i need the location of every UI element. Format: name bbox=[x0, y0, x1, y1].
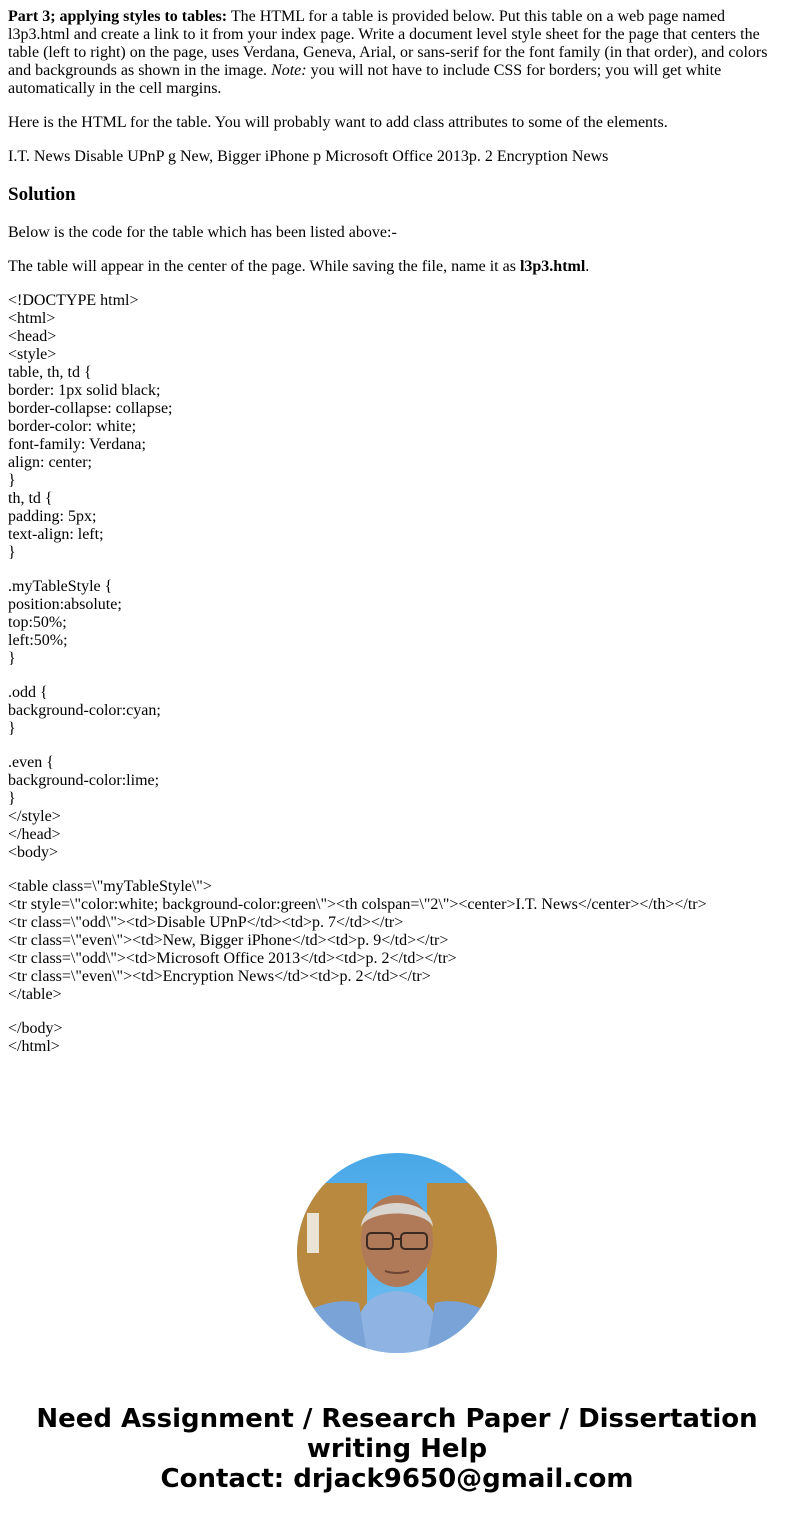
code-line: .myTableStyle { bbox=[8, 578, 113, 595]
footer-banner bbox=[0, 1404, 794, 1494]
code-line: } bbox=[8, 720, 16, 737]
code-line: </style> bbox=[8, 808, 61, 825]
code-line: <table class=\"myTableStyle\"> bbox=[8, 878, 212, 895]
code-line: <style> bbox=[8, 346, 57, 363]
solution-heading: Solution bbox=[8, 184, 76, 205]
code-line: <!DOCTYPE html> bbox=[8, 292, 139, 309]
intro-note-text: you will not have to include CSS for borders; you will get white automatically in the cell margins. bbox=[8, 62, 722, 97]
code-line: </body> bbox=[8, 1020, 63, 1037]
intro-paragraph bbox=[8, 8, 786, 98]
code-line: <head> bbox=[8, 328, 57, 345]
code-line: border: 1px solid black; bbox=[8, 382, 161, 399]
footer-line-1: Need Assignment / Research Paper / Dissertation bbox=[36, 1404, 758, 1434]
code-block bbox=[8, 754, 786, 862]
code-line: } bbox=[8, 544, 16, 561]
footer-contact: Contact: drjack9650@gmail.com bbox=[160, 1464, 634, 1494]
table-html-paragraph: Here is the HTML for the table. You will probably want to add class attributes to some of the elements. bbox=[8, 114, 668, 131]
code-line: left:50%; bbox=[8, 632, 68, 649]
code-line: position:absolute; bbox=[8, 596, 122, 613]
code-line: <tr style=\"color:white; background-color:green\"><th colspan=\"2\"><center>I.T. News</center></th></tr> bbox=[8, 896, 707, 913]
code-line: background-color:cyan; bbox=[8, 702, 161, 719]
intro-bold-label: Part 3; applying styles to tables: bbox=[8, 8, 228, 25]
code-line: border-collapse: collapse; bbox=[8, 400, 173, 417]
solution-intro-paragraph: Below is the code for the table which has been listed above:- bbox=[8, 224, 397, 241]
code-line: <tr class=\"even\"><td>Encryption News</td><td>p. 2</td></tr> bbox=[8, 968, 431, 985]
code-line: top:50%; bbox=[8, 614, 67, 631]
code-line: th, td { bbox=[8, 490, 53, 507]
code-line: <body> bbox=[8, 844, 59, 861]
code-line: background-color:lime; bbox=[8, 772, 160, 789]
code-line: </table> bbox=[8, 986, 62, 1003]
code-block bbox=[8, 878, 786, 1004]
code-line: } bbox=[8, 472, 16, 489]
table-text-paragraph: I.T. News Disable UPnP g New, Bigger iPhone p Microsoft Office 2013p. 2 Encryption News bbox=[8, 148, 609, 165]
code-line: border-color: white; bbox=[8, 418, 137, 435]
code-line: .even { bbox=[8, 754, 54, 771]
code-line: table, th, td { bbox=[8, 364, 92, 381]
filename-text: The table will appear in the center of the page. While saving the file, name it as bbox=[8, 258, 520, 275]
filename: l3p3.html bbox=[519, 258, 586, 275]
footer-line-2: writing Help bbox=[306, 1434, 488, 1464]
code-block bbox=[8, 292, 786, 562]
intro-text: The HTML for a table is provided below. Put this table on a web page named l3p3.html and create a link to it from your index page. Write a document level style sheet for the page that centers the table (left to right) on the page, uses Verdana, Geneva, Arial, or sans-serif for the font family (in that order), and colors and backgrounds as shown in the image. bbox=[8, 8, 768, 79]
note-label: Note: bbox=[271, 62, 307, 79]
code-line: } bbox=[8, 650, 16, 667]
code-line: } bbox=[8, 790, 16, 807]
code-line: <html> bbox=[8, 310, 56, 327]
code-line: align: center; bbox=[8, 454, 92, 471]
code-block bbox=[8, 1020, 786, 1056]
code-line: .odd { bbox=[8, 684, 48, 701]
code-line: padding: 5px; bbox=[8, 508, 97, 525]
code-line: </head> bbox=[8, 826, 61, 843]
code-listing bbox=[8, 292, 786, 1056]
author-photo bbox=[297, 1153, 497, 1353]
filename-period: . bbox=[585, 258, 590, 275]
author-avatar bbox=[297, 1153, 497, 1353]
code-block bbox=[8, 578, 786, 668]
code-line: </html> bbox=[8, 1038, 60, 1055]
code-line: <tr class=\"odd\"><td>Microsoft Office 2013</td><td>p. 2</td></tr> bbox=[8, 950, 457, 967]
code-line: <tr class=\"odd\"><td>Disable UPnP</td><td>p. 7</td></tr> bbox=[8, 914, 404, 931]
code-line: <tr class=\"even\"><td>New, Bigger iPhone</td><td>p. 9</td></tr> bbox=[8, 932, 449, 949]
code-block bbox=[8, 684, 786, 738]
code-line: font-family: Verdana; bbox=[8, 436, 146, 453]
filename-paragraph bbox=[8, 258, 786, 276]
code-line: text-align: left; bbox=[8, 526, 104, 543]
